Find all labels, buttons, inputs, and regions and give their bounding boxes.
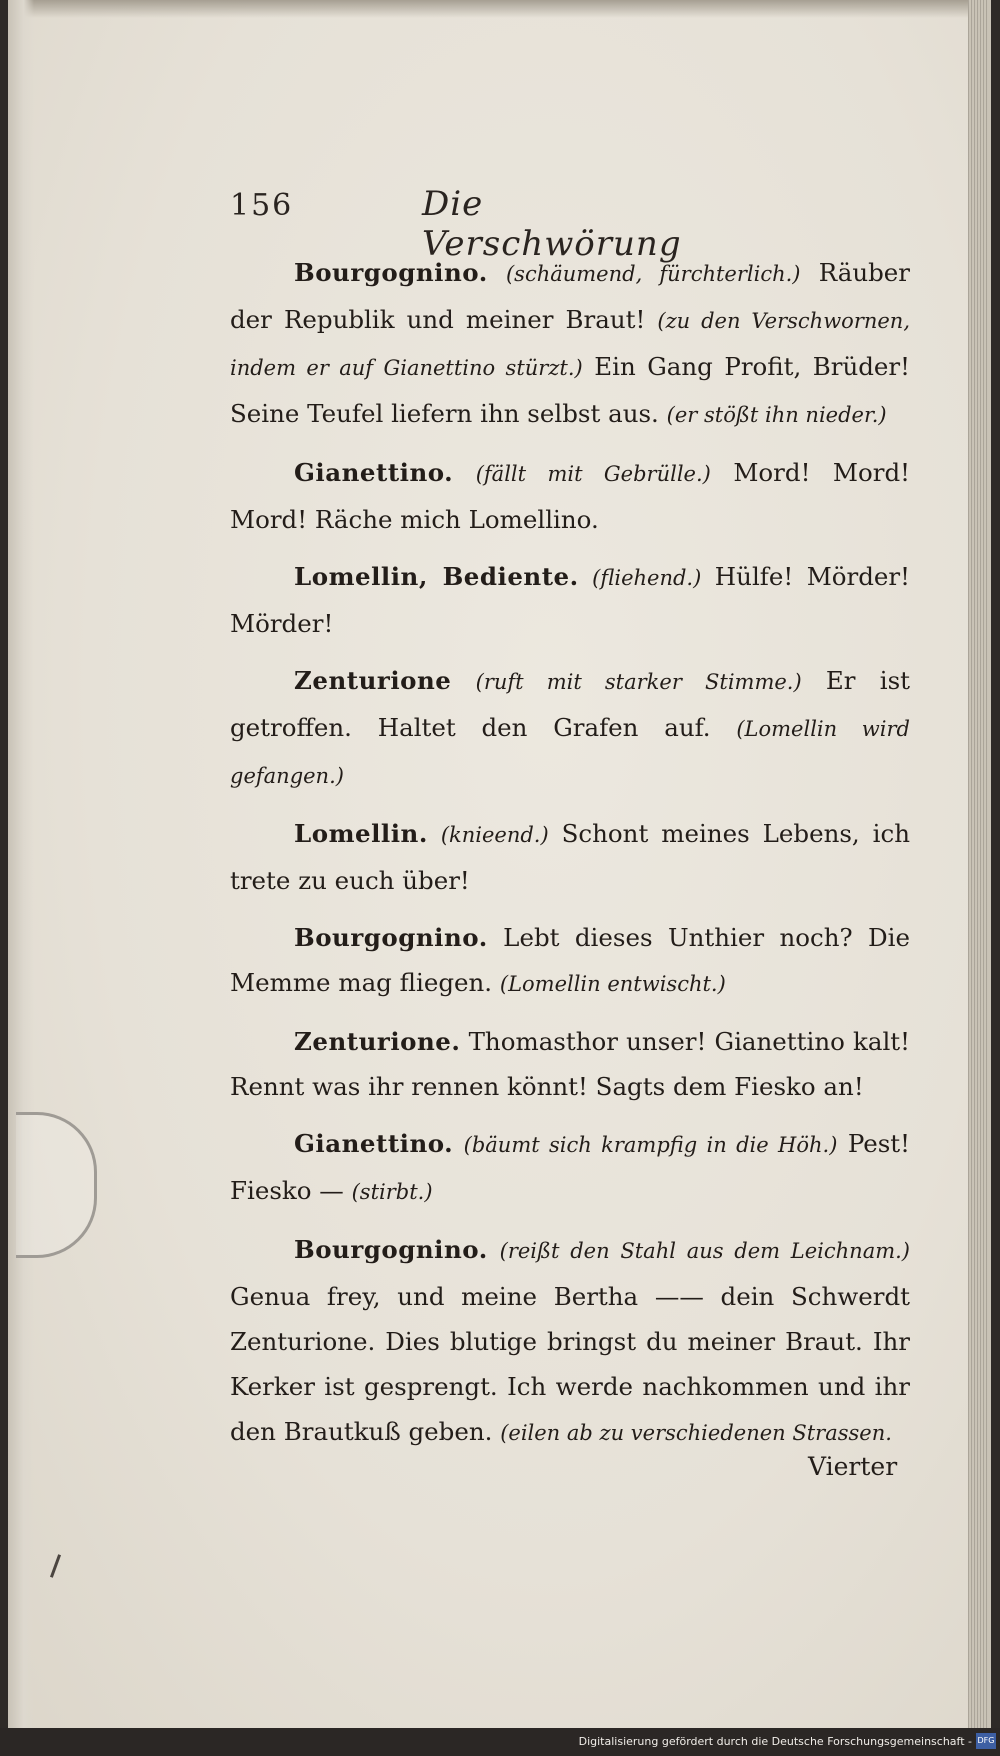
stage-direction: (zu den Verschwornen, indem er auf Gianettino stürzt.) bbox=[230, 309, 911, 380]
spoken-line: Ein Gang Profit, Brüder! Seine Teufel liefern ihn selbst aus. bbox=[230, 352, 910, 428]
stage-direction: (Lomellin entwischt.) bbox=[499, 972, 726, 996]
play-text bbox=[230, 250, 910, 1468]
spoken-line: Genua frey, und meine Bertha —— dein Schwerdt Zenturione. Dies blutige bringst du meiner Braut. Ihr Kerker ist gesprengt. Ich werde nachkommen und ihr den Brautkuß geben. bbox=[230, 1282, 910, 1446]
book-clip bbox=[16, 1112, 97, 1258]
stage-direction: (eilen ab zu verschiedenen Strassen. bbox=[500, 1421, 892, 1445]
page-number: 156 bbox=[230, 188, 294, 223]
speaker-name: Gianettino. bbox=[294, 1129, 454, 1158]
speaker-name: Bourgognino. bbox=[294, 258, 488, 287]
stage-direction: (stirbt.) bbox=[351, 1180, 433, 1204]
running-title: Die Verschwörung bbox=[422, 184, 682, 264]
spoken-line: Er ist getroffen. Haltet den Grafen auf. bbox=[230, 666, 911, 742]
speaker-name: Zenturione bbox=[294, 666, 452, 695]
dialogue-paragraph bbox=[230, 658, 910, 799]
stage-direction: (bäumt sich krampfig in die Höh.) bbox=[463, 1133, 838, 1157]
dialogue-paragraph bbox=[230, 1019, 910, 1109]
catchword: Vierter bbox=[808, 1452, 898, 1481]
stage-direction: (reißt den Stahl aus dem Leichnam.) bbox=[499, 1239, 910, 1263]
dfg-logo-badge: DFG bbox=[976, 1733, 996, 1749]
spoken-line: Schont meines Lebens, ich trete zu euch über! bbox=[230, 819, 911, 895]
fore-edge-pages bbox=[968, 0, 988, 1728]
dialogue-paragraph bbox=[230, 811, 910, 903]
spoken-line: Räuber der Republik und meiner Braut! bbox=[230, 258, 910, 334]
dialogue-paragraph bbox=[230, 250, 910, 438]
spoken-line: Hülfe! Mörder! Mörder! bbox=[230, 562, 910, 638]
gutter-shadow bbox=[8, 0, 34, 1728]
page-top-shadow bbox=[8, 0, 988, 18]
stage-direction: (fällt mit Gebrülle.) bbox=[475, 462, 711, 486]
speaker-name: Bourgognino. bbox=[294, 1235, 488, 1264]
stage-direction: (Lomellin wird gefangen.) bbox=[230, 717, 910, 788]
spoken-line: Thomasthor unser! Gianettino kalt! Rennt was ihr rennen könnt! Sagts dem Fiesko an! bbox=[230, 1027, 911, 1101]
paper-page bbox=[8, 0, 991, 1728]
dialogue-paragraph bbox=[230, 1227, 910, 1456]
speaker-name: Lomellin. bbox=[294, 819, 428, 848]
speaker-name: Zenturione. bbox=[294, 1027, 461, 1056]
page-header bbox=[230, 184, 750, 264]
stage-direction: (ruft mit starker Stimme.) bbox=[475, 670, 802, 694]
dialogue-paragraph bbox=[230, 450, 910, 542]
spoken-line: Pest! Fiesko — bbox=[230, 1129, 910, 1205]
dialogue-paragraph bbox=[230, 915, 910, 1007]
spoken-line: Mord! Mord! Mord! Räche mich Lomellino. bbox=[230, 458, 910, 534]
spoken-line: Lebt dieses Unthier noch? Die Memme mag fliegen. bbox=[230, 923, 910, 997]
funding-credit: Digitalisierung gefördert durch die Deutsche Forschungsgemeinschaft - bbox=[578, 1735, 972, 1748]
speaker-name: Gianettino. bbox=[294, 458, 454, 487]
dialogue-paragraph bbox=[230, 1121, 910, 1215]
stage-direction: (fliehend.) bbox=[592, 566, 702, 590]
speaker-name: Lomellin, Bediente. bbox=[294, 562, 579, 591]
stage-direction: (schäumend, fürchterlich.) bbox=[505, 262, 801, 286]
stage-direction: (er stößt ihn nieder.) bbox=[666, 403, 887, 427]
pencil-mark bbox=[50, 1554, 61, 1578]
speaker-name: Bourgognino. bbox=[294, 923, 488, 952]
stage-direction: (knieend.) bbox=[440, 823, 549, 847]
dialogue-paragraph bbox=[230, 554, 910, 646]
